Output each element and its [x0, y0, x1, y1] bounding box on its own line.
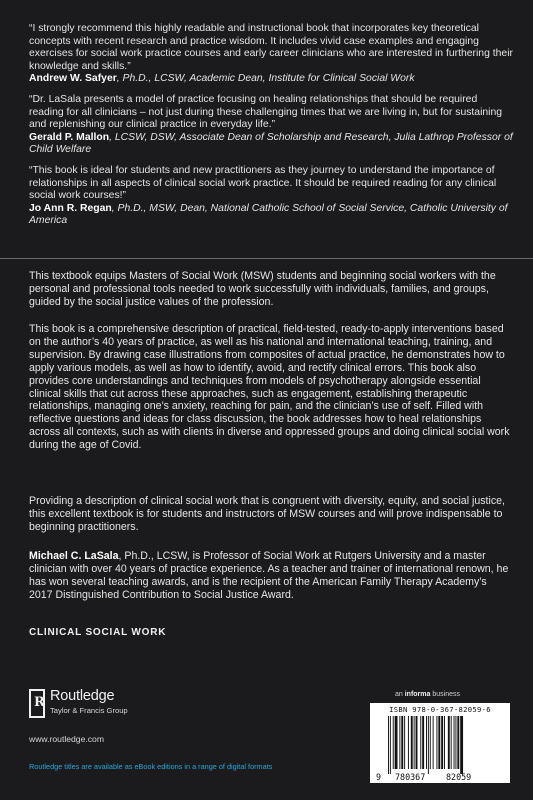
endorsement-attribution-1 [29, 73, 513, 86]
barcode-digits-left: 780367 [395, 772, 426, 782]
barcode-bars-icon [388, 716, 492, 774]
author-bio [29, 550, 513, 602]
barcode-digits-right: 82059 [446, 772, 472, 782]
endorsement-quote-1: “I strongly recommend this highly readable and instructional book that incorporates key theoretical concepts with recent research and practice wisdom. It includes vivid case examples and engaging exercises for social work practice courses and early career clinicians who are interested in furthering their knowledge and skills.” [29, 23, 513, 72]
publisher-group: Taylor & Francis Group [50, 706, 128, 715]
endorsements [29, 23, 513, 236]
author-name: Michael C. LaSala [29, 550, 119, 562]
informa-brand: informa [404, 691, 431, 698]
endorsement-quote-3: “This book is ideal for students and new practitioners as they journey to understand the importance of relationships in all aspects of clinical social work practice. It should be required reading for any clinical social work courses!” [29, 164, 497, 202]
ebook-note: Routledge titles are available as eBook editions in a range of digital formats [29, 762, 273, 771]
isbn-label: ISBN 978-0-367-82059-6 [389, 705, 491, 714]
endorsement-attribution-2 [29, 132, 513, 157]
description-paragraph-2: This book is a comprehensive description of practical, field-tested, ready-to-apply interventions based on the author’s 40 years of practice, as well as his national and international teaching, training, and supervision. By drawing case illustrations from composites of actual practice, he demonstrates how to apply various models, as well as how to identify, avoid, and rectify clinical errors. This book also provides core understandings and techniques from models of psychotherapy alongside essential clinical skills that cut across these approaches, such as engagement, establishing therapeutic relationships, managing one’s anxiety, reaching for pain, and the clinician’s use of self. Filled with reflective questions and ideas for class discussion, the book addresses how to heal relationships across all contexts, such as with clients in diverse and oppressed groups and doing clinical social work during the age of Covid. [29, 323, 510, 452]
endorsement-attribution-3 [29, 203, 513, 228]
barcode-digit-first: 9 [376, 772, 382, 782]
informa-business-tag [395, 691, 460, 698]
isbn-barcode [370, 703, 510, 783]
informa-suffix: business [430, 691, 460, 698]
routledge-logo-icon: R [29, 689, 45, 718]
description-paragraph-1: This textbook equips Masters of Social Work (MSW) students and beginning social workers with the personal and professional tools needed to work successfully with individuals, families, and groups, guided by the social justice values of the profession. [29, 270, 496, 308]
publisher-name: Routledge [50, 688, 115, 704]
author-bio-text: , Ph.D., LCSW, is Professor of Social Work at Rutgers University and a master clinician with over 40 years of practice experience. As a teacher and trainer of international renown, he has won several teaching awards, and is the recipient of the American Family Therapy Academy’s 2017 Distinguished Contribution to Social Justice Award. [29, 550, 509, 601]
section-divider [0, 258, 533, 259]
endorser-name-2: Gerald P. Mallon [29, 131, 110, 143]
endorser-role-2: , LCSW, DSW, Associate Dean of Scholarship and Research, Julia Lathrop Professor of Child Welfare [29, 131, 513, 156]
endorser-role-3: , Ph.D., MSW, Dean, National Catholic School of Social Service, Catholic University of America [29, 202, 508, 227]
informa-prefix: an [395, 691, 405, 698]
endorser-name-1: Andrew W. Safyer [29, 73, 117, 85]
endorsement-quote-2: “Dr. LaSala presents a model of practice focusing on healing relationships that should be required reading for all clinicians – not just during these challenging times that we are living in, but for sustaining and replenishing our clinical practice in everyday life.” [29, 93, 503, 131]
description-paragraph-3: Providing a description of clinical social work that is congruent with diversity, equity, and social justice, this excellent textbook is for students and instructors of MSW courses and will prove indispensable to beginning practitioners. [29, 495, 505, 533]
publisher-url[interactable]: www.routledge.com [29, 734, 104, 744]
series-label: CLINICAL SOCIAL WORK [29, 627, 167, 638]
endorser-name-3: Jo Ann R. Regan [29, 202, 112, 214]
endorser-role-1: , Ph.D., LCSW, Academic Dean, Institute for Clinical Social Work [116, 73, 415, 85]
